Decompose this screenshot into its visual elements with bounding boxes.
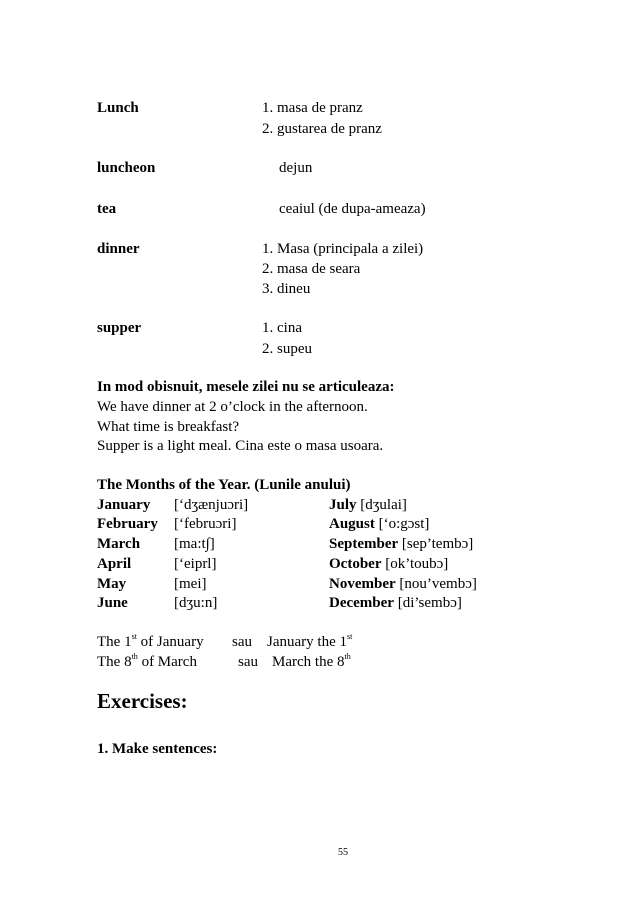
exercise-item: 1. Make sentences: [97, 741, 218, 757]
date-example [97, 633, 204, 651]
meal-translation: 1. cina [262, 320, 302, 336]
month-name-text: September [329, 536, 399, 552]
month-phonetic: [‘februɔri] [174, 516, 237, 532]
ordinal-suffix: st [131, 632, 137, 641]
date-text: March the 8 [272, 654, 345, 670]
month-phonetic: [mei] [174, 576, 207, 592]
month-name [329, 535, 473, 553]
date-sau: sau [232, 634, 252, 650]
month-phonetic: [dʒulai] [360, 497, 407, 513]
meal-translation: 2. gustarea de pranz [262, 121, 382, 137]
month-phonetic: [ma:t∫] [174, 536, 215, 552]
month-name-text: July [329, 497, 357, 513]
month-phonetic: [ok’toubɔ] [385, 556, 449, 572]
date-sau: sau [238, 654, 258, 670]
meal-translation: ceaiul (de dupa-ameaza) [279, 201, 426, 217]
date-example [272, 653, 351, 671]
month-name: May [97, 576, 127, 592]
month-name: January [97, 497, 151, 513]
meal-term-supper: supper [97, 320, 142, 336]
month-name: April [97, 556, 132, 572]
ordinal-suffix: th [344, 652, 351, 661]
months-heading: The Months of the Year. (Lunile anului) [97, 477, 351, 493]
month-phonetic: [dʒu:n] [174, 595, 218, 611]
month-name [329, 496, 407, 514]
meal-translation: 1. Masa (principala a zilei) [262, 241, 424, 257]
date-text: January the 1 [267, 634, 347, 650]
month-name-text: December [329, 595, 394, 611]
meal-translation: 3. dineu [262, 281, 311, 297]
month-name [329, 575, 477, 593]
date-text: The 8 [97, 654, 132, 670]
month-name [329, 594, 462, 612]
page-number: 55 [338, 847, 348, 858]
meal-term-tea: tea [97, 201, 117, 217]
meal-translation: dejun [279, 160, 313, 176]
month-phonetic: [sep’tembɔ] [401, 536, 474, 552]
month-name-text: October [329, 556, 382, 572]
month-name-text: August [329, 516, 375, 532]
month-phonetic: [‘dʒænjuɔri] [174, 497, 249, 513]
usage-example: What time is breakfast? [97, 419, 240, 435]
month-name: February [97, 516, 158, 532]
month-name-text: November [329, 576, 396, 592]
usage-example: We have dinner at 2 o’clock in the afternoon. [97, 399, 368, 415]
month-name: March [97, 536, 141, 552]
exercises-heading: Exercises: [97, 689, 188, 713]
month-name: June [97, 595, 128, 611]
meal-term-dinner: dinner [97, 241, 140, 257]
date-text: The 1 [97, 634, 132, 650]
date-example [97, 653, 197, 671]
month-phonetic: [‘o:gɔst] [378, 516, 430, 532]
usage-example: Supper is a light meal. Cina este o masa usoara. [97, 438, 384, 454]
date-text: of January [136, 634, 204, 650]
month-phonetic: [nou’vembɔ] [399, 576, 477, 592]
meal-translation: 1. masa de pranz [262, 100, 363, 116]
meal-translation: 2. supeu [262, 341, 312, 357]
month-phonetic: [di’sembɔ] [397, 595, 462, 611]
ordinal-suffix: th [131, 652, 138, 661]
month-phonetic: [‘eiprl] [174, 556, 217, 572]
month-name [329, 555, 448, 573]
meal-term-lunch: Lunch [97, 100, 139, 116]
meal-term-luncheon: luncheon [97, 160, 156, 176]
date-example [267, 633, 352, 651]
usage-heading: In mod obisnuit, mesele zilei nu se articuleaza: [97, 379, 395, 395]
meal-translation: 2. masa de seara [262, 261, 361, 277]
date-text: of March [137, 654, 197, 670]
month-name [329, 515, 429, 533]
ordinal-suffix: st [346, 632, 353, 641]
